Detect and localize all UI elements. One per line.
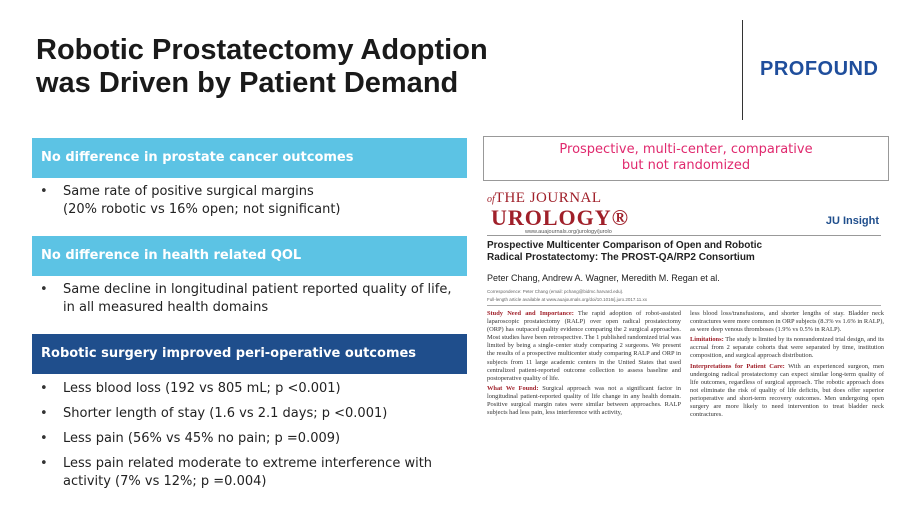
bullet-text: • Same rate of positive surgical margins (63, 184, 314, 199)
article-title-line2: Radical Prostatectomy: The PROST-QA/RP2 Consortium (487, 252, 755, 263)
ju-insight-label: JU Insight (825, 215, 879, 227)
what-we-found-heading: What We Found: (487, 384, 539, 392)
bullet-text: • Shorter length of stay (1.6 vs 2.1 days; p <0.001) (63, 406, 388, 421)
what-we-found-paragraph (487, 385, 681, 417)
journal-logo (487, 189, 630, 230)
article-rule (487, 235, 881, 236)
limitations-heading: Limitations: (690, 336, 724, 344)
journal-article-excerpt (485, 187, 887, 505)
article-column-right (690, 310, 884, 421)
journal-url: www.auajournals.org/jurology/jurolo (525, 229, 612, 235)
callout-line2: but not randomized (621, 158, 751, 173)
article-correspondence: Correspondence: Peter Chang (email: pchang@bidmc.harvard.edu). (487, 289, 624, 294)
article-rule-secondary (487, 305, 881, 306)
interpretations-body: With an experienced surgeon, men undergoing radical prostatectomy can expect similar long-term quality of life outcomes, regardless of surgical approach. The robotic approach does not eliminate the risk of quality of life deficits, but does offer superior perioperative and short-term recovery outcomes. Men undergoing open surgery are more likely to need intervention to treat bladder neck contractures. (690, 362, 885, 419)
bullet-item (40, 405, 460, 423)
section-heading-qol: No difference in health related QOL (32, 236, 467, 276)
study-need-paragraph (487, 310, 681, 383)
bullet-item (40, 455, 460, 491)
header-divider (742, 20, 743, 120)
callout-line1: Prospective, multi-center, comparative (559, 142, 813, 157)
slide-title-line1: Robotic Prostatectomy Adoption (36, 34, 488, 66)
journal-the: THE JOURNAL (494, 190, 602, 206)
journal-name: UROLOGY® (491, 205, 630, 230)
article-title (487, 240, 867, 264)
findings-continued: less blood loss/transfusions, and shorter lengths of stay. Bladder neck contractures were more common in ORP subjects (8.3% vs 1.6% in RALP), as were deep venous thromboses (1.9% vs 0.5% in RALP). (690, 310, 884, 334)
section-list-qol (40, 281, 460, 324)
article-full-length-link: Full-length article available at www.auajournals.org/doi/10.1016/j.juro.2017.11.xx (487, 297, 648, 302)
bullet-text: in all measured health domains (63, 300, 269, 315)
profound-logo: PROFOUND (760, 58, 879, 80)
bullet-item (40, 430, 460, 448)
bullet-text: • Less blood loss (192 vs 805 mL; p <0.001) (63, 381, 341, 396)
study-need-heading: Study Need and Importance: (487, 310, 574, 317)
limitations-paragraph (690, 336, 884, 360)
bullet-text: • Less pain (56% vs 45% no pain; p =0.009) (63, 431, 341, 446)
section-list-outcomes (40, 183, 460, 226)
section-list-periop (40, 380, 460, 498)
limitations-body: The study is limited by its nonrandomized trial design, and its accrual from 2 separate cohorts that were separated by time, institution composition, and surgical approach distribution. (690, 336, 884, 360)
slide-title (36, 34, 636, 100)
what-we-found-body: Surgical approach was not a significant factor in longitudinal patient-reported quality of life change in any health domain. Positive surgical margin rates were similar between approaches. RALP subjects had less pain, less interference with activity, (487, 384, 681, 417)
bullet-text: (20% robotic vs 16% open; not significant) (63, 202, 341, 217)
bullet-text: • Same decline in longitudinal patient reported quality of life, (63, 282, 452, 297)
article-column-left (487, 310, 681, 419)
interpretations-heading: Interpretations for Patient Care: (690, 362, 785, 370)
article-authors: Peter Chang, Andrew A. Wagner, Meredith M. Regan et al. (487, 273, 720, 283)
slide-title-line2: was Driven by Patient Demand (36, 67, 459, 99)
section-heading-periop: Robotic surgery improved peri-operative outcomes (32, 334, 467, 374)
bullet-item (40, 183, 460, 219)
journal-of: of (487, 194, 495, 205)
section-heading-outcomes: No difference in prostate cancer outcomes (32, 138, 467, 178)
bullet-text: activity (7% vs 12%; p =0.004) (63, 474, 267, 489)
study-need-body: The rapid adoption of robot-assisted laparoscopic prostatectomy (RALP) over open radical prostatectomy (ORP) has outpaced quality evidence comparing the 2 surgical approaches. Most studies have been retrospective. The 1 published randomized trial was limited by being a single-center study comparing 2 surgeons. We present the results of a prospective multicenter study comparing RALP and ORP in subjects from 11 large academic centers in the United States that used centralized patient-reported outcome collection to assess baseline and postoperative quality of life. (487, 310, 681, 382)
bullet-item (40, 281, 460, 317)
interpretations-paragraph (690, 363, 884, 420)
bullet-text: • Less pain related moderate to extreme interference with (63, 456, 433, 471)
bullet-item (40, 380, 460, 398)
study-design-callout (483, 136, 889, 181)
article-title-line1: Prospective Multicenter Comparison of Open and Robotic (487, 240, 763, 251)
